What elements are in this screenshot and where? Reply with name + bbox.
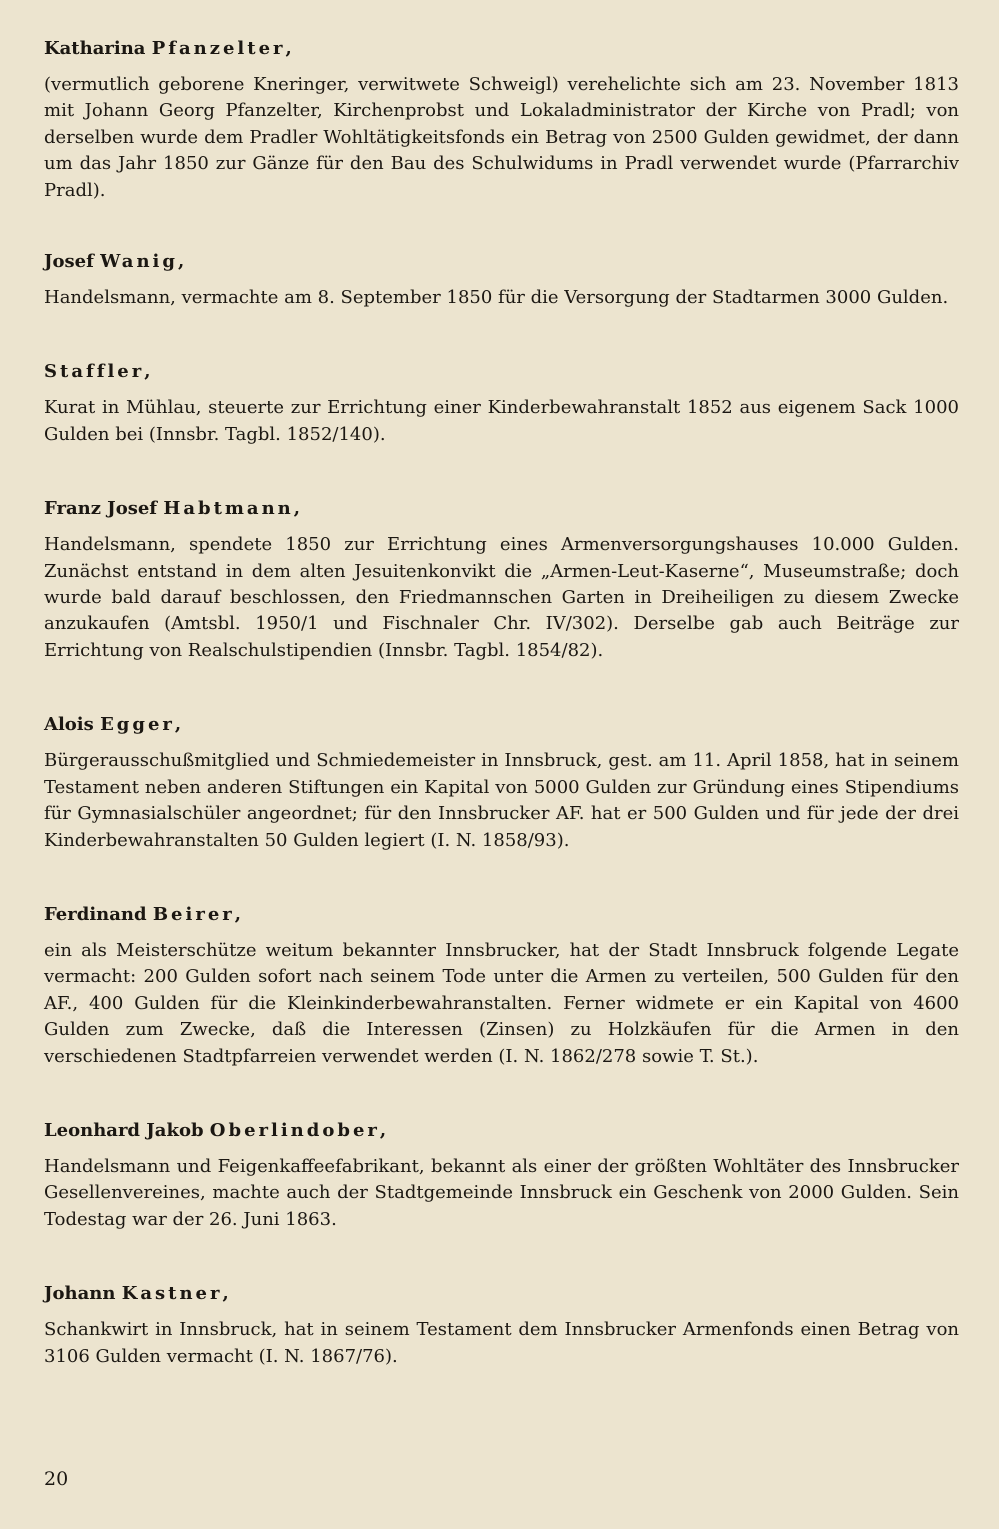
- entry-text: Handelsmann und Feigenkaffeefabrikant, bekannt als einer der größten Wohltäter des Innsbrucker Gesellenvereines, machte auch der Stadtgemeinde Innsbruck ein Geschenk von 2000 Gulden. Sein Todestag war der 26. Juni 1863.: [44, 1155, 959, 1230]
- entry-text: ein als Meisterschütze weitum bekannter Innsbrucker, hat der Stadt Innsbruck folgende Legate vermacht: 200 Gulden sofort nach seinem Tode unter die Armen zu verteilen, 500 Gulden für den AF., 400 Gulden für die Kleinkinderbewahranstalten. Ferner widmete er ein Kapital von 4600 Gulden zum Zwecke, daß die Interessen (Zinsen) zu Holzkäufen für die Armen in den verschiedenen Stadtpfarreien verwendet werden (I. N. 1862/278 sowie T. St.).: [44, 939, 959, 1067]
- entry-text: Bürgerausschußmitglied und Schmiedemeister in Innsbruck, gest. am 11. April 1858, hat in seinem Testament neben anderen Stiftungen ein Kapital von 5000 Gulden zur Gründung eines Stipendiums für Gymnasialschüler angeordnet; für den Innsbrucker AF. hat er 500 Gulden und für jede der drei Kinderbewahranstalten 50 Gulden legiert (I. N. 1858/93).: [44, 750, 959, 851]
- given-name: Franz Josef: [44, 498, 164, 520]
- surname: Wanig: [100, 251, 178, 273]
- entry-egger: [44, 712, 959, 854]
- given-name: Ferdinand: [44, 903, 153, 925]
- entry-habtmann: [44, 496, 959, 664]
- entry-heading: [44, 902, 959, 928]
- entry-text: Kurat in Mühlau, steuerte zur Errichtung einer Kinderbewahranstalt 1852 aus eigenem Sack 1000 Gulden bei (Innsbr. Tagbl. 1852/140).: [44, 397, 959, 445]
- entry-staffler: [44, 359, 959, 448]
- entry-heading: [44, 1118, 959, 1144]
- heading-comma: ,: [234, 903, 242, 925]
- surname: Egger: [100, 714, 175, 736]
- heading-comma: ,: [293, 498, 301, 520]
- surname: Oberlindober: [209, 1119, 380, 1141]
- page-number: 20: [44, 1468, 69, 1490]
- entry-text: Handelsmann, spendete 1850 zur Errichtung eines Armenversorgungshauses 10.000 Gulden. Zunächst entstand in dem alten Jesuitenkonvikt die „Armen-Leut-Kaserne“, Museumstraße; doch wurde bald darauf beschlossen, den Friedmannschen Garten in Dreiheiligen zu diesem Zwecke anzukaufen (Amtsbl. 1950/1 und Fischnaler Chr. IV/302). Derselbe gab auch Beiträge zur Errichtung von Realschulstipendien (Innsbr. Tagbl. 1854/82).: [44, 534, 959, 661]
- heading-comma: ,: [177, 251, 185, 273]
- given-name: Alois: [44, 714, 101, 736]
- surname: Beirer: [152, 903, 235, 925]
- surname: Kastner: [121, 1283, 223, 1305]
- entry-wanig: [44, 249, 959, 311]
- entry-kastner: [44, 1281, 959, 1370]
- heading-comma: ,: [144, 361, 151, 383]
- entry-text: Handelsmann, vermachte am 8. September 1850 für die Versorgung der Stadtarmen 3000 Gulden.: [44, 287, 949, 309]
- heading-comma: ,: [285, 38, 292, 59]
- entry-heading: [44, 359, 959, 385]
- entry-heading: [44, 36, 959, 62]
- given-name: Leonhard Jakob: [44, 1119, 210, 1141]
- entry-pfanzelter: [44, 36, 959, 204]
- entry-heading: [44, 1281, 959, 1307]
- entry-heading: [44, 496, 959, 522]
- entry-text: Schankwirt in Innsbruck, hat in seinem Testament dem Innsbrucker Armenfonds einen Betrag von 3106 Gulden vermacht (I. N. 1867/76).: [44, 1319, 959, 1367]
- entry-heading: [44, 249, 959, 275]
- given-name: Johann: [44, 1283, 122, 1305]
- entry-text: (vermutlich geborene Kneringer, verwitwete Schweigl) verehelichte sich am 23. November 1813 mit Johann Georg Pfanzelter, Kirchenprobst und Lokaladministrator der Kirche von Pradl; von derselben wurde dem Pradler Wohltätigkeitsfonds ein Betrag von 2500 Gulden gewidmet, der dann um das Jahr 1850 zur Gänze für den Bau des Schulwidums in Pradl verwendet wurde (Pfarrarchiv Pradl).: [44, 74, 959, 201]
- entry-beirer: [44, 902, 959, 1070]
- surname: Pfanzelter: [151, 38, 286, 59]
- entry-heading: [44, 712, 959, 738]
- heading-comma: ,: [174, 714, 182, 736]
- surname: Habtmann: [163, 498, 294, 520]
- given-name: Katharina: [44, 38, 152, 59]
- surname: Staffler: [44, 361, 145, 383]
- entry-oberlindober: [44, 1118, 959, 1233]
- given-name: Josef: [44, 251, 101, 273]
- heading-comma: ,: [222, 1283, 229, 1305]
- heading-comma: ,: [379, 1119, 387, 1141]
